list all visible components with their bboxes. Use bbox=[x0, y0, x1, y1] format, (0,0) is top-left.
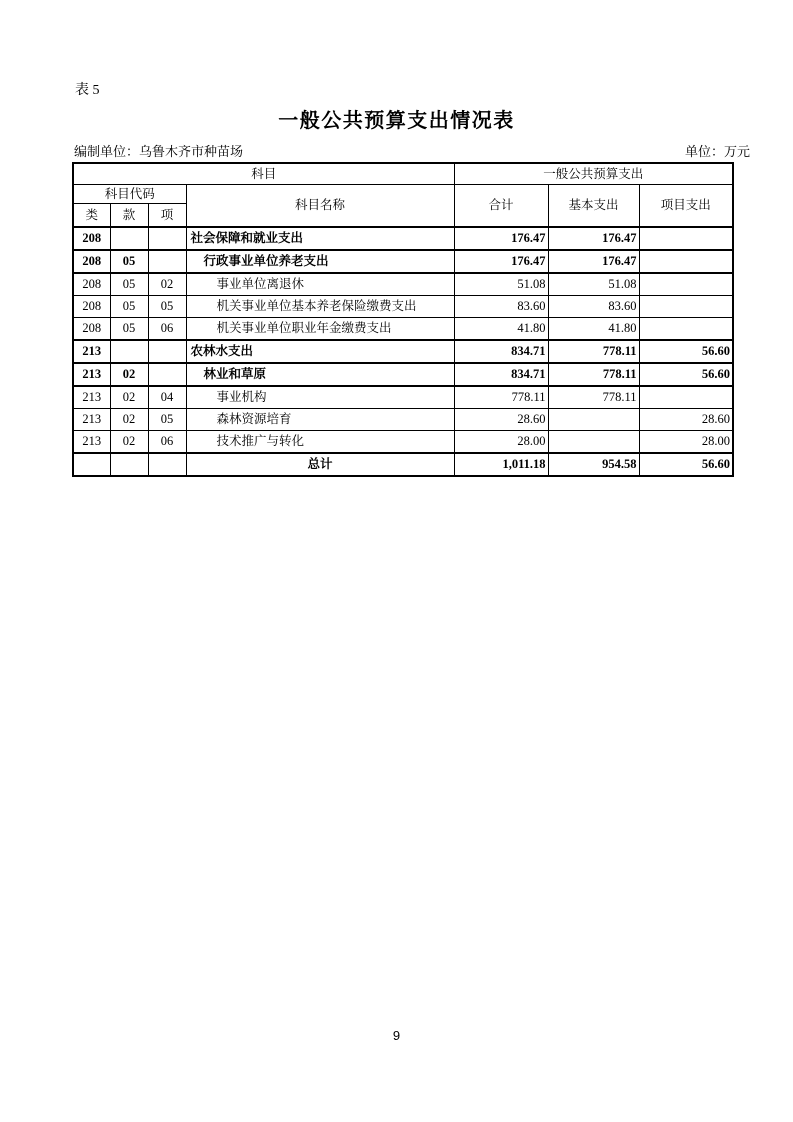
meta-row bbox=[74, 141, 750, 160]
cell-item-code bbox=[148, 250, 186, 273]
table-label: 表 5 bbox=[75, 83, 100, 98]
cell-section-code: 05 bbox=[110, 296, 148, 318]
cell-class-code: 208 bbox=[73, 318, 110, 341]
table-header bbox=[73, 163, 733, 227]
cell-subject-name: 森林资源培育 bbox=[186, 409, 454, 431]
header-class: 类 bbox=[73, 204, 110, 228]
cell-class-code: 213 bbox=[73, 431, 110, 454]
cell-section-code: 02 bbox=[110, 363, 148, 386]
cell-class-code: 208 bbox=[73, 273, 110, 296]
table-row bbox=[73, 409, 733, 431]
header-row-1 bbox=[73, 163, 733, 185]
cell-item-code: 05 bbox=[148, 409, 186, 431]
header-subject: 科目 bbox=[73, 163, 454, 185]
cell-project-expenditure: 28.60 bbox=[639, 409, 733, 431]
table-row bbox=[73, 431, 733, 454]
cell-class-code: 208 bbox=[73, 296, 110, 318]
cell-section-code: 02 bbox=[110, 431, 148, 454]
table-row bbox=[73, 340, 733, 363]
cell-item-code: 04 bbox=[148, 386, 186, 409]
table-row bbox=[73, 318, 733, 341]
cell-basic-expenditure: 778.11 bbox=[548, 340, 639, 363]
cell-total: 28.60 bbox=[454, 409, 548, 431]
header-code-group: 科目代码 bbox=[73, 185, 186, 204]
cell-item-code: 02 bbox=[148, 273, 186, 296]
cell-subject-name: 机关事业单位职业年金缴费支出 bbox=[186, 318, 454, 341]
cell-subject-name: 社会保障和就业支出 bbox=[186, 227, 454, 250]
page-number: 9 bbox=[392, 1028, 401, 1043]
cell-project-expenditure bbox=[639, 386, 733, 409]
cell-section-code bbox=[110, 340, 148, 363]
cell-project-expenditure: 56.60 bbox=[639, 340, 733, 363]
cell-class-code: 208 bbox=[73, 250, 110, 273]
cell-basic-expenditure: 176.47 bbox=[548, 250, 639, 273]
header-section: 款 bbox=[110, 204, 148, 228]
table-row bbox=[73, 250, 733, 273]
table-row bbox=[73, 273, 733, 296]
cell-class-code bbox=[73, 453, 110, 476]
cell-total: 176.47 bbox=[454, 250, 548, 273]
cell-section-code: 02 bbox=[110, 386, 148, 409]
cell-project-expenditure bbox=[639, 296, 733, 318]
cell-total: 83.60 bbox=[454, 296, 548, 318]
header-basic-expenditure: 基本支出 bbox=[548, 185, 639, 228]
cell-subject-name: 林业和草原 bbox=[186, 363, 454, 386]
cell-section-code: 05 bbox=[110, 250, 148, 273]
cell-item-code bbox=[148, 340, 186, 363]
header-total: 合计 bbox=[454, 185, 548, 228]
cell-project-expenditure bbox=[639, 273, 733, 296]
table-row bbox=[73, 363, 733, 386]
cell-subject-name: 技术推广与转化 bbox=[186, 431, 454, 454]
cell-subject-name: 机关事业单位基本养老保险缴费支出 bbox=[186, 296, 454, 318]
cell-subject-name: 行政事业单位养老支出 bbox=[186, 250, 454, 273]
cell-basic-expenditure bbox=[548, 431, 639, 454]
cell-project-expenditure: 28.00 bbox=[639, 431, 733, 454]
table-row bbox=[73, 227, 733, 250]
cell-total: 28.00 bbox=[454, 431, 548, 454]
table-row bbox=[73, 386, 733, 409]
cell-section-code: 05 bbox=[110, 273, 148, 296]
cell-section-code bbox=[110, 453, 148, 476]
cell-total: 51.08 bbox=[454, 273, 548, 296]
cell-item-code: 06 bbox=[148, 318, 186, 341]
header-project-expenditure: 项目支出 bbox=[639, 185, 733, 228]
cell-class-code: 213 bbox=[73, 340, 110, 363]
prepared-by-label: 编制单位：乌鲁木齐市种苗场 bbox=[74, 144, 244, 159]
table-row bbox=[73, 453, 733, 476]
cell-project-expenditure: 56.60 bbox=[639, 453, 733, 476]
cell-class-code: 213 bbox=[73, 409, 110, 431]
cell-section-code: 05 bbox=[110, 318, 148, 341]
cell-basic-expenditure: 954.58 bbox=[548, 453, 639, 476]
cell-class-code: 213 bbox=[73, 386, 110, 409]
cell-basic-expenditure: 176.47 bbox=[548, 227, 639, 250]
cell-basic-expenditure bbox=[548, 409, 639, 431]
cell-total: 176.47 bbox=[454, 227, 548, 250]
budget-table bbox=[72, 162, 734, 477]
cell-basic-expenditure: 51.08 bbox=[548, 273, 639, 296]
cell-total: 834.71 bbox=[454, 340, 548, 363]
header-item: 项 bbox=[148, 204, 186, 228]
cell-section-code: 02 bbox=[110, 409, 148, 431]
cell-project-expenditure: 56.60 bbox=[639, 363, 733, 386]
cell-item-code: 05 bbox=[148, 296, 186, 318]
cell-project-expenditure bbox=[639, 318, 733, 341]
cell-subject-name: 农林水支出 bbox=[186, 340, 454, 363]
cell-subject-name: 事业单位离退休 bbox=[186, 273, 454, 296]
cell-basic-expenditure: 41.80 bbox=[548, 318, 639, 341]
page-title: 一般公共预算支出情况表 bbox=[278, 110, 515, 132]
cell-item-code: 06 bbox=[148, 431, 186, 454]
cell-project-expenditure bbox=[639, 227, 733, 250]
header-budget-group: 一般公共预算支出 bbox=[454, 163, 733, 185]
cell-total: 778.11 bbox=[454, 386, 548, 409]
cell-class-code: 208 bbox=[73, 227, 110, 250]
cell-total: 1,011.18 bbox=[454, 453, 548, 476]
table-body bbox=[73, 227, 733, 476]
cell-subject-name: 事业机构 bbox=[186, 386, 454, 409]
cell-total: 834.71 bbox=[454, 363, 548, 386]
table-row bbox=[73, 296, 733, 318]
unit-label: 单位：万元 bbox=[684, 144, 750, 159]
cell-class-code: 213 bbox=[73, 363, 110, 386]
header-subject-name: 科目名称 bbox=[186, 185, 454, 228]
cell-total: 41.80 bbox=[454, 318, 548, 341]
cell-section-code bbox=[110, 227, 148, 250]
cell-basic-expenditure: 778.11 bbox=[548, 386, 639, 409]
cell-item-code bbox=[148, 453, 186, 476]
cell-basic-expenditure: 83.60 bbox=[548, 296, 639, 318]
header-row-2 bbox=[73, 185, 733, 204]
cell-item-code bbox=[148, 227, 186, 250]
cell-project-expenditure bbox=[639, 250, 733, 273]
cell-basic-expenditure: 778.11 bbox=[548, 363, 639, 386]
cell-subject-name: 总计 bbox=[186, 453, 454, 476]
cell-item-code bbox=[148, 363, 186, 386]
